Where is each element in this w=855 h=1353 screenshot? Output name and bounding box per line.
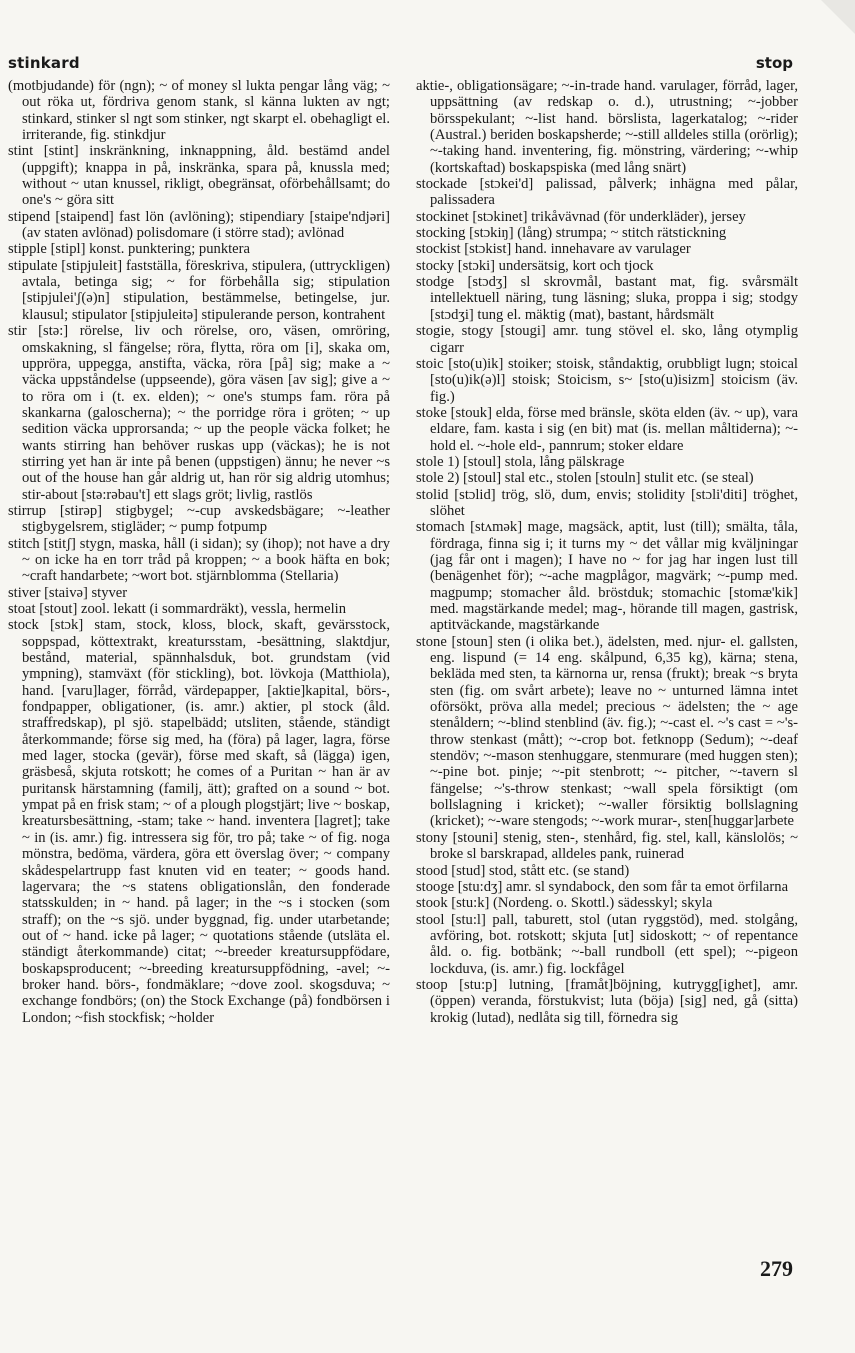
dictionary-entry: stir [stə:] rörelse, liv och rörelse, oro, väsen, omröring, omskakning, sl fängelse; röra, flytta, röra om [i], skaka om, uppröra, uppegga, anstifta, väcka, röra [på] sig; make a ~ väcka uppståndelse (uppseende), göra väsen [av sig]; give a ~ to röra om i (t. ex. elden); ~ one's stumps fam. röra på skankarna (galoscherna); ~ the porridge röra i gröten; ~ up sedition väcka upprorsanda; ~ up the people väcka folket; he wants stirring han behöver ruskas upp (väckas); he is not stirring yet han är inte på benen (uppstigen) ännu; he never ~s out of the house han går aldrig ut, han rör sig aldrig utomhus; stir-about [stə:rəbau't] ett slags gröt; livlig, rastlös <box>8 323 390 503</box>
dictionary-entry: stoke [stouk] elda, förse med bränsle, sköta elden (äv. ~ up), vara eldare, fam. kasta i sig (en bit) mat (is. mellan måltiderna); ~-hold el. ~-hole eld-, pannrum; stoker eldare <box>416 404 798 454</box>
dictionary-entry: stone [stoun] sten (i olika bet.), ädelsten, med. njur- el. gallsten, eng. lispund (= 14 eng. skålpund, 6,35 kg), kärna; stena, bekläda med sten, ta kärnorna ur, rensa (frukt); break ~s bryta sten (fig. om svårt arbete); leave no ~ unturned lämna intet oförsökt, pröva alla medel; precious ~ ädelsten; the ~ age stenåldern; ~-blind stenblind (äv. fig.); ~-cast el. ~'s cast = ~'s-throw stenkast (mått); ~-crop bot. fetknopp (Sedum); ~-deaf stendöv; ~-mason stenhuggare, stenmurare (med huggen sten); ~-pine bot. pinje; ~-pit stenbrott; ~- pitcher, ~-tavern sl fängelse; ~'s-throw stenkast; ~wall spela försiktigt (om bollslagning i kricket); ~-waller försiktig bollslagning (kricket); ~-ware stengods; ~-work murar-, sten[huggar]arbete <box>416 633 798 830</box>
dictionary-entry: stook [stu:k] (Nordeng. o. Skottl.) sädesskyl; skyla <box>416 895 713 912</box>
dictionary-entry: stomach [stʌmək] mage, magsäck, aptit, lust (till); smälta, tåla, fördraga, finna sig i; it turns my ~ det vållar mig kväljningar (jag får ont i magen); I have no ~ for jag har ingen lust till (benägenhet för); ~-ache magplågor, magvärk; ~-pump med. magpump; stomacher åld. bröstduk; stomachic [stomæ'kik] med. magstärkande medel; mag-, hörande till magen, gastrisk, aptitväckande, magstärkande <box>416 519 798 634</box>
dictionary-entry: stole 2) [stoul] stal etc., stolen [stouln] stulit etc. (se steal) <box>416 470 754 487</box>
dictionary-entry: stockist [stɔkist] hand. innehavare av varulager <box>416 241 691 258</box>
dictionary-entry: stoat [stout] zool. lekatt (i sommardräkt), vessla, hermelin <box>8 601 347 617</box>
page-number: 279 <box>760 1256 793 1281</box>
dictionary-entry: stony [stouni] stenig, sten-, stenhård, fig. stel, kall, känslolös; ~ broke sl barskrapad, alldeles pank, ruinerad <box>416 829 798 863</box>
dictionary-entry: stock [stɔk] stam, stock, kloss, block, skaft, gevärsstock, soppspad, köttextrakt, kreatursstam, -besättning, slaktdjur, bestånd, material, spännhalsduk, bot. grundstam (vid ympning), stamväxt (för stickling), bot. lövkoja (Matthiola), hand. [varu]lager, förråd, värdepapper, [aktie]kapital, börs-, fondpapper, obligationer, (is. amr.) aktier, pl stock (åld. straffredskap), pl sjö. stapelbädd; utsliten, stående, ständigt återkommande; förse sig med, ha (föra) på lager, lagra, förse med lager, stocka (gevär), förse med skaft, så (lägga) igen, gräsbeså, skjuta rotskott; he comes of a Puritan ~ han är av puritansk härstamning (familj, ätt); grafted on a sound ~ bot. ympat på en frisk stam; ~ of a plough plogstjärt; live ~ boskap, kreatursbesättning, -stam; take ~ hand. inventera [lagret]; take ~ in (is. amr.) fig. intressera sig för, tro på; take ~ of fig. noga mönstra, bedöma, värdera, göra ett överslag över; ~ company skådespelartrupp fast knuten vid en teater; ~ goods hand. lagervara; the ~s statens obligationslån, den fonderade statsskulden; in ~ hand. på lager; in the ~s i stocken (som straff); on the ~s sjö. under byggnad, fig. under utarbetande; out of ~ hand. icke på lager; ~ quotations stående (utsläta el. ständigt återkommande) citat; ~-breeder kreatursuppfödare, boskapsproducent; ~-breeding kreatursuppfödning, -avel; ~-broker hand. börs-, fondmäklare; ~dove zool. skogsduva; ~ exchange fondbörs; (on) the Stock Exchange (på) fondbörsen i London; ~fish stockfisk; ~holder <box>8 617 390 1026</box>
dictionary-entry: stoop [stu:p] lutning, [framåt]böjning, kutrygg[ighet], amr. (öppen) veranda, förstukvist; luta (böja) [sig] ned, gå (sitta) krokig (lutad), nedlåta sig till, förnedra sig <box>416 976 798 1026</box>
dictionary-entry: stodge [stɔdʒ] sl skrovmål, bastant mat, fig. svårsmält intellektuell näring, tung läsning; sluka, proppa i sig; stodgy [stɔdʒi] tung el. mäktig (mat), bastant, hårdsmält <box>416 274 798 323</box>
dictionary-entry: stooge [stu:dʒ] amr. sl syndabock, den som får ta emot örfilarna <box>416 878 789 895</box>
dictionary-entry: stitch [stitʃ] stygn, maska, håll (i sidan); sy (ihop); not have a dry ~ on icke ha en torr tråd på kroppen; ~ a book häfta en bok; ~craft handarbete; ~wort bot. stjärnblomma (Stellaria) <box>8 535 390 585</box>
header-guide-word-right: stop <box>755 54 793 72</box>
dictionary-entry: stipple [stipl] konst. punktering; punktera <box>8 241 250 258</box>
dictionary-entry: stool [stu:l] pall, taburett, stol (utan ryggstöd), med. stolgång, avföring, bot. rotskott; skjuta [ut] sidoskott; ~ of repentance åld. o. fig. botbänk; ~-ball rundboll (ett spel); ~-pigeon lockduva, (is. amr.) fig. lockfågel <box>416 911 798 977</box>
dictionary-entry: stiver [staivə] styver <box>8 584 128 601</box>
dictionary-entry: stood [stud] stod, stått etc. (se stand) <box>416 862 630 879</box>
dictionary-entry: stipend [staipend] fast lön (avlöning); stipendiary [staipe'ndjəri] (av staten avlönad) polisdomare (i större stad); avlönad <box>8 208 390 242</box>
dictionary-entry: stipulate [stipjuleit] fastställa, föreskriva, stipulera, (uttryckligen) avtala, betinga sig; ~ for förbehålla sig; stipulation [stipjulei'ʃ(ə)n] stipulation, bestämmelse, betingelse, jur. klausul; stipulator [stipjuleitə] stipulerande person, kontrahent <box>8 257 390 323</box>
dictionary-entry: stogie, stogy [stougi] amr. tung stövel el. sko, lång otymplig cigarr <box>416 323 798 356</box>
dictionary-entry: (motbjudande) för (ngn); ~ of money sl lukta pengar lång väg; ~ out röka ut, fördriva genom stank, sl känna lukten av ngt; stinkard, stinker sl ngt som stinker, ngt skarpt el. obehagligt el. irriterande, fig. stinkdjur <box>8 78 390 144</box>
right-column <box>416 78 798 1026</box>
dictionary-entry: stocking [stɔkiŋ] (lång) strumpa; ~ stitch rätstickning <box>416 225 727 242</box>
left-column <box>8 78 390 1026</box>
dictionary-entry: stockade [stɔkei'd] palissad, pålverk; inhägna med pålar, palissadera <box>416 176 798 209</box>
dictionary-entry: stint [stint] inskränkning, inknappning, åld. bestämd andel (uppgift); knappa in på, inskränka, spara på, knussla med; without ~ utan knussel, rikligt, obegränsat, oförbehållsamt; do one's ~ göra sitt <box>8 143 390 209</box>
dictionary-entry: stole 1) [stoul] stola, lång pälskrage <box>416 453 625 470</box>
page-corner-shadow <box>821 0 855 34</box>
dictionary-entry: stirrup [stirəp] stigbygel; ~-cup avskedsbägare; ~-leather stigbygelsrem, stigläder; ~ pump fotpump <box>8 502 390 536</box>
dictionary-entry: aktie-, obligationsägare; ~-in-trade hand. varulager, förråd, lager, uppsättning (av redskap o. d.), utrustning; ~-jobber börsspekulant; ~-list hand. börslista, lagerkatalog; ~-rider (Austral.) beriden boskapsherde; ~-still alldeles stilla (orörlig); ~-taking hand. inventering, fig. mönstring, värdering; ~-whip (kortskaftad) boskapspiska (med lång snärt) <box>416 78 798 176</box>
header-guide-word-left: stinkard <box>8 54 80 72</box>
dictionary-entry: stolid [stɔlid] trög, slö, dum, envis; stolidity [stɔli'diti] tröghet, slöhet <box>416 486 798 519</box>
dictionary-entry: stoic [sto(u)ik] stoiker; stoisk, ståndaktig, orubbligt lugn; stoical [sto(u)ik(ə)l] stoisk; Stoicism, s~ [sto(u)isizm] stoicism (äv. fig.) <box>416 355 798 405</box>
dictionary-entry: stockinet [stɔkinet] trikåvävnad (för underkläder), jersey <box>416 208 746 225</box>
dictionary-entry: stocky [stɔki] undersätsig, kort och tjock <box>416 257 654 274</box>
